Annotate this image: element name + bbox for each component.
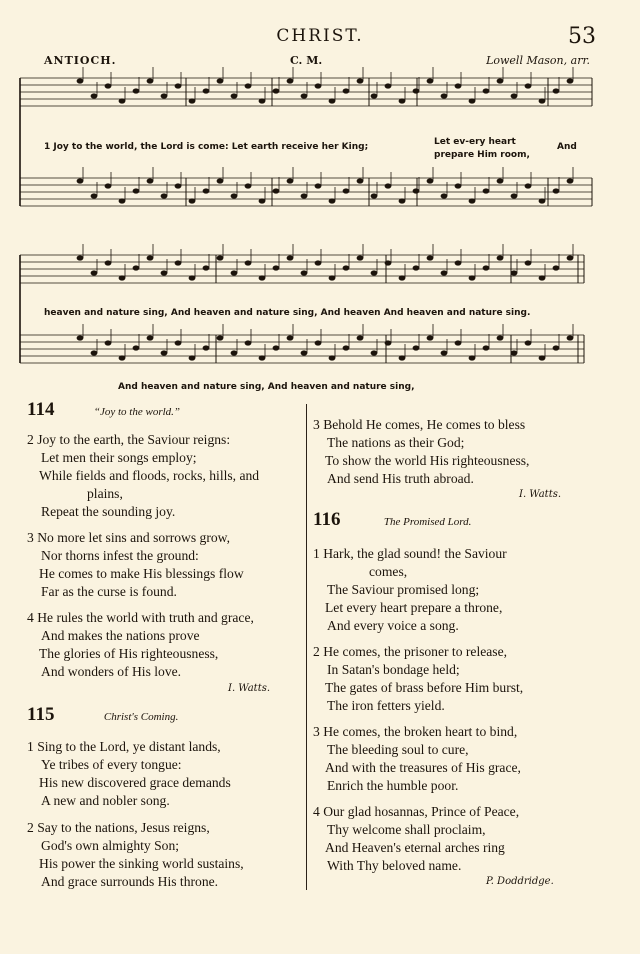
lyrics-line-3: And heaven and nature sing, And heaven and nature sing, xyxy=(118,382,415,392)
note-head xyxy=(147,178,154,183)
hymn-title: “Joy to the world.” xyxy=(93,406,181,418)
note-head xyxy=(427,78,434,83)
note-head xyxy=(413,88,420,93)
note-head xyxy=(161,93,168,98)
verse-line: 3 Behold He comes, He comes to bless xyxy=(313,417,526,432)
note-head xyxy=(427,255,434,260)
verse-line: To show the world His righteousness, xyxy=(325,453,530,468)
note-head xyxy=(175,183,182,188)
note-head xyxy=(91,193,98,198)
note-head xyxy=(483,188,490,193)
note-head xyxy=(91,270,98,275)
hymn-114-verse-2 xyxy=(27,431,302,521)
note-head xyxy=(315,340,322,345)
note-head xyxy=(455,183,462,188)
hymn-title: The Promised Lord. xyxy=(383,516,472,528)
verse-line: 2 He comes, the prisoner to release, xyxy=(313,644,508,659)
note-head xyxy=(483,265,490,270)
verse-line: And every voice a song. xyxy=(327,618,459,633)
hymn-author: I. Watts. xyxy=(228,683,271,694)
note-head xyxy=(161,193,168,198)
note-head xyxy=(119,98,126,103)
note-head xyxy=(441,350,448,355)
note-head xyxy=(371,350,378,355)
note-head xyxy=(483,88,490,93)
verse-line: Thy welcome shall proclaim, xyxy=(327,822,486,837)
note-head xyxy=(119,355,126,360)
verse-line: 2 Say to the nations, Jesus reigns, xyxy=(27,820,210,835)
verse-line: 2 Joy to the earth, the Saviour reigns: xyxy=(27,432,231,447)
composer: Lowell Mason, arr. xyxy=(486,54,590,67)
note-head xyxy=(315,260,322,265)
verse-line: In Satan's bondage held; xyxy=(327,662,460,677)
note-head xyxy=(329,355,336,360)
hymn-114-verse-3 xyxy=(27,529,302,601)
note-head xyxy=(175,83,182,88)
note-head xyxy=(133,88,140,93)
lyrics-line-1: 1 Joy to the world, the Lord is come: Let earth receive her King; xyxy=(44,142,369,152)
tune-name: ANTIOCH. xyxy=(44,54,117,67)
note-head xyxy=(245,183,252,188)
verse-line: And wonders of His love. xyxy=(41,664,182,679)
note-head xyxy=(511,350,518,355)
verse-line: The nations as their God; xyxy=(327,435,465,450)
music-score xyxy=(0,0,640,400)
hymn-116-verse-4 xyxy=(313,803,593,875)
note-head xyxy=(385,183,392,188)
verse-line: While fields and floods, rocks, hills, and xyxy=(39,468,260,483)
verse-line: Enrich the humble poor. xyxy=(327,778,459,793)
verse-line: 3 He comes, the broken heart to bind, xyxy=(313,724,518,739)
note-head xyxy=(511,270,518,275)
hymn-114 xyxy=(27,401,302,421)
note-head xyxy=(105,183,112,188)
note-head xyxy=(203,188,210,193)
note-head xyxy=(539,98,546,103)
hymn-author: P. Doddridge. xyxy=(486,876,554,887)
note-head xyxy=(385,260,392,265)
verse-line: The Saviour promised long; xyxy=(327,582,480,597)
hymn-115-verse-3 xyxy=(313,416,593,488)
note-head xyxy=(147,255,154,260)
note-head xyxy=(497,335,504,340)
note-head xyxy=(231,193,238,198)
verse-line: 1 Hark, the glad sound! the Saviour xyxy=(313,546,507,561)
hymn-116-verse-3 xyxy=(313,723,593,795)
note-head xyxy=(189,275,196,280)
lyrics-and: And xyxy=(557,142,577,152)
note-head xyxy=(259,355,266,360)
verse-line: And grace surrounds His throne. xyxy=(41,874,219,889)
note-head xyxy=(189,355,196,360)
verse-line: The bleeding soul to cure, xyxy=(327,742,469,757)
page-title: CHRIST. xyxy=(276,26,364,46)
note-head xyxy=(189,98,196,103)
verse-line: Nor thorns infest the ground: xyxy=(41,548,199,563)
note-head xyxy=(399,275,406,280)
note-head xyxy=(203,265,210,270)
note-head xyxy=(427,178,434,183)
hymn-115-verse-1 xyxy=(27,738,302,810)
note-head xyxy=(273,265,280,270)
note-head xyxy=(287,255,294,260)
note-head xyxy=(259,98,266,103)
note-head xyxy=(161,270,168,275)
verse-line: Let men their songs employ; xyxy=(41,450,197,465)
column-divider xyxy=(306,404,307,890)
note-head xyxy=(455,260,462,265)
note-head xyxy=(273,188,280,193)
note-head xyxy=(427,335,434,340)
note-head xyxy=(217,78,224,83)
note-head xyxy=(77,255,84,260)
note-head xyxy=(343,188,350,193)
verse-line: And Heaven's eternal arches ring xyxy=(325,840,505,855)
note-head xyxy=(119,275,126,280)
note-head xyxy=(119,198,126,203)
note-head xyxy=(133,188,140,193)
note-head xyxy=(525,183,532,188)
note-head xyxy=(539,355,546,360)
note-head xyxy=(175,340,182,345)
note-head xyxy=(273,345,280,350)
verse-line: His new discovered grace demands xyxy=(39,775,231,790)
note-head xyxy=(371,193,378,198)
note-head xyxy=(245,260,252,265)
note-head xyxy=(105,340,112,345)
note-head xyxy=(567,255,574,260)
lyrics-brace-top: Let ev-ery heart xyxy=(434,137,516,147)
verse-line: 4 Our glad hosannas, Prince of Peace, xyxy=(313,804,520,819)
note-head xyxy=(77,78,84,83)
note-head xyxy=(329,98,336,103)
note-head xyxy=(567,335,574,340)
tune-meter: C. M. xyxy=(290,54,323,67)
note-head xyxy=(357,335,364,340)
verse-line: Let every heart prepare a throne, xyxy=(325,600,503,615)
verse-line: And with the treasures of His grace, xyxy=(325,760,521,775)
note-head xyxy=(399,198,406,203)
note-head xyxy=(357,178,364,183)
note-head xyxy=(483,345,490,350)
note-head xyxy=(301,193,308,198)
note-head xyxy=(259,198,266,203)
note-head xyxy=(413,265,420,270)
note-head xyxy=(259,275,266,280)
note-head xyxy=(469,275,476,280)
hymn-116-verse-1 xyxy=(313,545,598,635)
note-head xyxy=(217,335,224,340)
note-head xyxy=(231,93,238,98)
note-head xyxy=(287,178,294,183)
note-head xyxy=(301,270,308,275)
note-head xyxy=(357,78,364,83)
note-head xyxy=(77,335,84,340)
verse-line: With Thy beloved name. xyxy=(327,858,462,873)
verse-line: Far as the curse is found. xyxy=(41,584,177,599)
note-head xyxy=(385,83,392,88)
hymn-114-verse-4 xyxy=(27,609,302,681)
note-head xyxy=(161,350,168,355)
note-head xyxy=(175,260,182,265)
note-head xyxy=(525,260,532,265)
note-head xyxy=(105,83,112,88)
verse-line: A new and nobler song. xyxy=(41,793,170,808)
note-head xyxy=(147,78,154,83)
note-head xyxy=(343,265,350,270)
note-head xyxy=(385,340,392,345)
note-head xyxy=(287,78,294,83)
hymn-number: 116 xyxy=(313,509,341,530)
note-head xyxy=(217,178,224,183)
note-head xyxy=(245,83,252,88)
note-head xyxy=(539,275,546,280)
note-head xyxy=(203,345,210,350)
note-head xyxy=(245,340,252,345)
note-head xyxy=(567,178,574,183)
note-head xyxy=(147,335,154,340)
verse-line: The iron fetters yield. xyxy=(327,698,445,713)
note-head xyxy=(371,270,378,275)
note-head xyxy=(287,335,294,340)
note-head xyxy=(91,350,98,355)
note-head xyxy=(553,188,560,193)
hymn-number: 114 xyxy=(27,399,55,420)
note-head xyxy=(553,88,560,93)
note-head xyxy=(455,340,462,345)
note-head xyxy=(343,345,350,350)
note-head xyxy=(189,198,196,203)
note-head xyxy=(77,178,84,183)
note-head xyxy=(315,83,322,88)
note-head xyxy=(315,183,322,188)
note-head xyxy=(469,98,476,103)
hymn-115 xyxy=(27,706,302,726)
note-head xyxy=(469,355,476,360)
verse-line: 1 Sing to the Lord, ye distant lands, xyxy=(27,739,221,754)
note-head xyxy=(553,345,560,350)
verse-line: He comes to make His blessings flow xyxy=(39,566,244,581)
note-head xyxy=(217,255,224,260)
note-head xyxy=(301,93,308,98)
verse-line: God's own almighty Son; xyxy=(41,838,180,853)
note-head xyxy=(441,193,448,198)
note-head xyxy=(497,178,504,183)
note-head xyxy=(497,78,504,83)
note-head xyxy=(511,93,518,98)
note-head xyxy=(567,78,574,83)
verse-line: comes, xyxy=(369,564,408,579)
verse-line: His power the sinking world sustains, xyxy=(39,856,244,871)
note-head xyxy=(399,98,406,103)
note-head xyxy=(469,198,476,203)
hymn-author: I. Watts. xyxy=(519,489,562,500)
note-head xyxy=(343,88,350,93)
verse-line: And makes the nations prove xyxy=(41,628,200,643)
verse-line: And send His truth abroad. xyxy=(327,471,474,486)
note-head xyxy=(525,83,532,88)
note-head xyxy=(329,275,336,280)
note-head xyxy=(399,355,406,360)
note-head xyxy=(371,93,378,98)
note-head xyxy=(105,260,112,265)
lyrics-brace-bottom: prepare Him room, xyxy=(434,150,530,160)
hymn-number: 115 xyxy=(27,704,55,725)
note-head xyxy=(497,255,504,260)
note-head xyxy=(553,265,560,270)
note-head xyxy=(273,88,280,93)
verse-line: Ye tribes of every tongue: xyxy=(41,757,182,772)
note-head xyxy=(329,198,336,203)
verse-line: The gates of brass before Him burst, xyxy=(325,680,524,695)
note-head xyxy=(133,265,140,270)
page-number: 53 xyxy=(568,24,596,49)
note-head xyxy=(441,93,448,98)
hymn-title: Christ's Coming. xyxy=(103,711,179,723)
note-head xyxy=(231,350,238,355)
hymn-115-verse-2 xyxy=(27,819,302,891)
note-head xyxy=(203,88,210,93)
note-head xyxy=(231,270,238,275)
note-head xyxy=(357,255,364,260)
verse-line: Repeat the sounding joy. xyxy=(41,504,176,519)
note-head xyxy=(301,350,308,355)
hymn-116-verse-2 xyxy=(313,643,593,715)
note-head xyxy=(91,93,98,98)
verse-line: The glories of His righteousness, xyxy=(39,646,219,661)
note-head xyxy=(133,345,140,350)
verse-line: plains, xyxy=(87,486,123,501)
note-head xyxy=(413,345,420,350)
note-head xyxy=(413,188,420,193)
lyrics-line-2: heaven and nature sing, And heaven and nature sing, And heaven And heaven and nature sing. xyxy=(44,308,531,318)
note-head xyxy=(441,270,448,275)
note-head xyxy=(525,340,532,345)
hymn-116 xyxy=(313,511,593,531)
note-head xyxy=(511,193,518,198)
verse-line: 3 No more let sins and sorrows grow, xyxy=(27,530,230,545)
note-head xyxy=(455,83,462,88)
verse-line: 4 He rules the world with truth and grace, xyxy=(27,610,254,625)
note-head xyxy=(539,198,546,203)
